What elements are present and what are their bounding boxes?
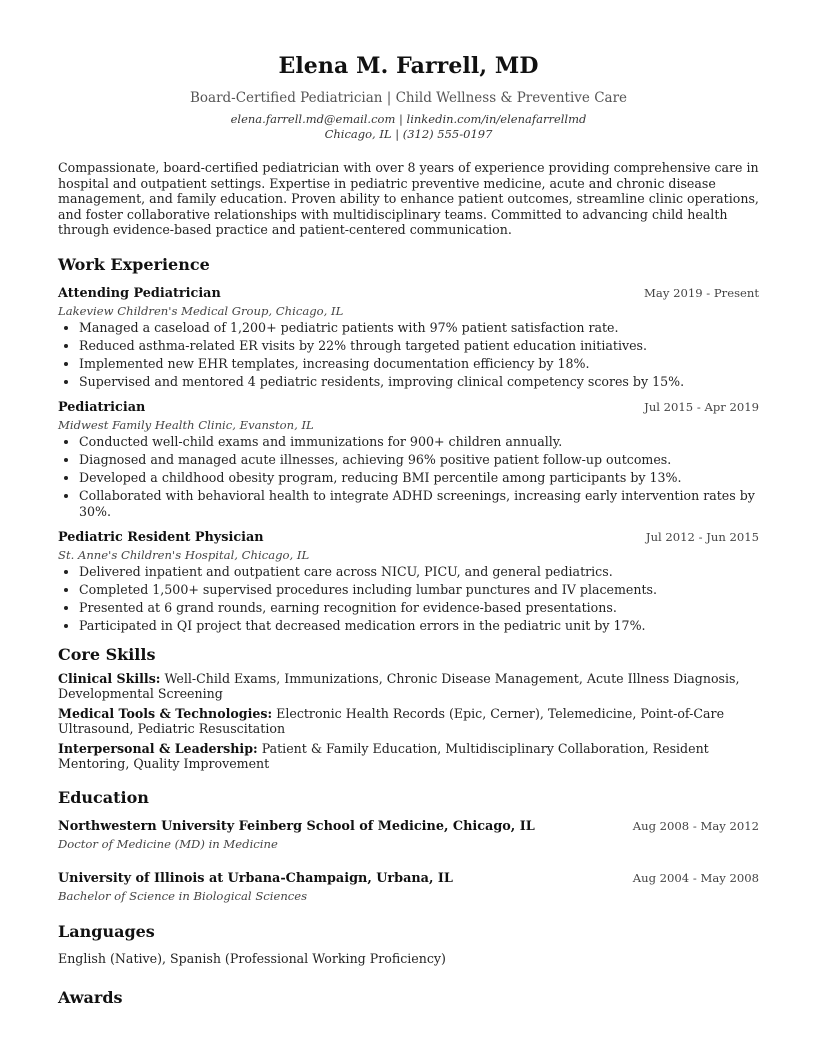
section-title-education: Education — [58, 787, 149, 807]
resume-page — [58, 50, 759, 1009]
skill-text: Well-Child Exams, Immunizations, Chronic Disease Management, Acute Illness Diagnosis, Developmental Screening — [58, 670, 740, 701]
education-header — [58, 869, 759, 888]
job-header — [58, 398, 759, 417]
job-entry — [58, 528, 759, 634]
education-dates: Aug 2004 - May 2008 — [632, 870, 759, 885]
skill-label: Interpersonal & Leadership: — [58, 740, 258, 756]
resume-header — [58, 50, 759, 142]
job-dates: Jul 2012 - Jun 2015 — [645, 530, 759, 544]
job-bullets — [58, 320, 759, 390]
job-bullet: • Developed a childhood obesity program, reducing BMI percentile among participants by 13%. — [79, 470, 759, 486]
education-entry — [58, 869, 759, 905]
education-entry — [58, 817, 759, 853]
degree: Bachelor of Science in Biological Sciences — [58, 888, 308, 903]
education-section — [58, 787, 759, 905]
job-bullet: • Managed a caseload of 1,200+ pediatric patients with 97% patient satisfaction rate. — [79, 320, 759, 336]
job-bullet: • Conducted well-child exams and immunizations for 900+ children annually. — [79, 434, 759, 450]
job-title: Attending Pediatrician — [58, 285, 221, 301]
job-bullet: • Implemented new EHR templates, increasing documentation efficiency by 18%. — [79, 356, 759, 372]
languages-section — [58, 921, 759, 967]
candidate-name: Elena M. Farrell, MD — [278, 53, 539, 79]
skills-list — [58, 671, 759, 772]
job-dates: Jul 2015 - Apr 2019 — [644, 400, 759, 414]
job-organization: Lakeview Children's Medical Group, Chicago, IL — [58, 303, 344, 318]
core-skills-section — [58, 644, 759, 772]
job-title: Pediatrician — [58, 400, 146, 415]
job-bullet: • Completed 1,500+ supervised procedures including lumbar punctures and IV placements. — [79, 582, 759, 598]
languages-text: English (Native), Spanish (Professional Working Proficiency) — [58, 950, 446, 966]
school-name: Northwestern University Feinberg School of Medicine, Chicago, IL — [58, 818, 535, 834]
job-dates: May 2019 - Present — [644, 285, 759, 300]
contact-line-email-linkedin: elena.farrell.md@email.com | linkedin.com/in/elenafarrellmd — [230, 112, 587, 126]
job-bullet: • Reduced asthma-related ER visits by 22% through targeted patient education initiatives. — [79, 338, 759, 354]
job-bullet: • Supervised and mentored 4 pediatric residents, improving clinical competency scores by 15%. — [79, 374, 759, 390]
section-title-languages: Languages — [58, 921, 155, 941]
professional-summary: Compassionate, board-certified pediatrician with over 8 years of experience providing comprehensive care in hospital and outpatient settings. Expertise in pediatric preventive medicine, acute and chronic disease management, and family education. Proven ability to enhance patient outcomes, streamline clinic operations, and foster collaborative relationships with multidisciplinary teams. Committed to advancing child health through evidence-based practice and patient-centered communication. — [58, 160, 759, 237]
education-dates: Aug 2008 - May 2012 — [632, 818, 759, 833]
degree: Doctor of Medicine (MD) in Medicine — [58, 836, 278, 851]
job-bullet: • Collaborated with behavioral health to integrate ADHD screenings, increasing early intervention rates by 30%. — [79, 488, 759, 519]
job-organization: St. Anne's Children's Hospital, Chicago, IL — [58, 548, 310, 562]
section-title-work-experience: Work Experience — [58, 254, 210, 274]
job-bullet: • Participated in QI project that decreased medication errors in the pediatric unit by 17%. — [79, 618, 759, 634]
job-bullets — [58, 564, 759, 634]
professional-tagline: Board-Certified Pediatrician | Child Wellness & Preventive Care — [189, 90, 628, 106]
skill-label: Clinical Skills: — [58, 670, 161, 686]
school-name: University of Illinois at Urbana-Champaign, Urbana, IL — [58, 870, 453, 886]
section-title-awards: Awards — [58, 987, 123, 1007]
work-experience-section — [58, 254, 759, 634]
job-bullet: • Delivered inpatient and outpatient care across NICU, PICU, and general pediatrics. — [79, 564, 759, 580]
skill-label: Medical Tools & Technologies: — [58, 705, 273, 721]
job-bullet: • Diagnosed and managed acute illnesses, achieving 96% positive patient follow-up outcomes. — [79, 452, 759, 468]
skill-text: Electronic Health Records (Epic, Cerner), Telemedicine, Point-of-Care Ultrasound, Pediatric Resuscitation — [58, 705, 725, 736]
job-entry — [58, 398, 759, 519]
skill-line — [58, 706, 759, 737]
contact-line-location-phone: Chicago, IL | (312) 555-0197 — [324, 127, 493, 141]
awards-section — [58, 987, 759, 1009]
section-title-core-skills: Core Skills — [58, 644, 156, 664]
skill-line — [58, 741, 759, 772]
skill-line — [58, 671, 759, 702]
job-organization: Midwest Family Health Clinic, Evanston, IL — [58, 418, 314, 432]
job-entry — [58, 284, 759, 390]
education-header — [58, 817, 759, 836]
job-bullet: • Presented at 6 grand rounds, earning recognition for evidence-based presentations. — [79, 600, 759, 616]
job-title: Pediatric Resident Physician — [58, 530, 264, 545]
skill-text: Patient & Family Education, Multidisciplinary Collaboration, Resident Mentoring, Quality Improvement — [58, 740, 709, 771]
job-bullets — [58, 434, 759, 519]
job-header — [58, 528, 759, 547]
job-header — [58, 284, 759, 303]
